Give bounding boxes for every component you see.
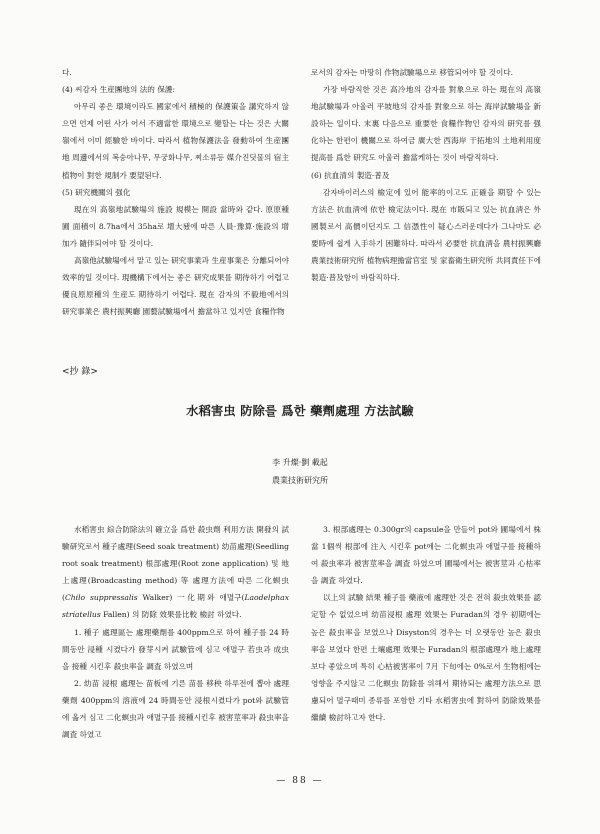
abstract-paragraph	[62, 521, 289, 624]
section-heading: (4) 씨감자 生産團地의 法的 保護:	[62, 85, 176, 95]
page-number: — 88 —	[276, 776, 324, 786]
authors: 李 升燦·劉 載起	[272, 458, 328, 467]
paragraph: 現在의 高嶺地試驗場의 施設 規模는 開設 當時와 같다. 原原種圃 面積이 8.7ha에서 35ha로 增大됐에 따른 人員·豫算·施設의 增加가 隨伴되어야 할 것이다.	[62, 204, 289, 248]
species-name: Chilo suppressalis	[64, 593, 138, 603]
section-heading: (6) 抗血清의 製造·普及	[311, 170, 390, 180]
bottom-left-column	[62, 521, 289, 743]
bottom-right-column	[311, 521, 541, 726]
abstract-paragraph: 以上의 試驗 結果 種子를 藥液에 處理한 것은 전혀 殺虫效果를 認定할 수 없었으며 幼苗浸根 處理 效果는 Furadan의 경우 初期에는 높은 殺虫率을 보였으나 Disyston의 경우는 더 오랫동안 높은 殺虫率을 보였다 한편 土壤處理 效果는 Furadan의 根部處理가 地上處理 보다 좋았으며 특히 心枯被害率이 7月 下旬에는 0%로서 生物相에는 영향을 주지않고 二化螟虫 防除를 위해서 期待되는 處理方法으로 思慮되어 멸구때미 종류를 포함한 기타 水稻害虫에 對하여 防除效果를 繼續 檢討하고자 한다.	[311, 593, 541, 723]
paragraph: 다.	[62, 68, 72, 77]
excerpt-label: <抄 錄>	[62, 367, 98, 377]
article-title: 水稻害虫 防除를 爲한 藥劑處理 方法試驗	[186, 404, 414, 418]
affiliation: 農業技術研究所	[272, 476, 328, 485]
paragraph: 로서의 감자는 마땅히 作物試驗場으로 移管되어야 할 것이다.	[311, 68, 514, 77]
species-name: Laodelphax striatellus	[62, 593, 289, 620]
section-heading: (5) 研究機關의 强化	[62, 187, 131, 197]
text: Fallen) 의 防除 效果를比較 檢討 하였다.	[100, 610, 242, 620]
text: Walker) 一化期와 애멸구(	[137, 593, 245, 603]
paragraph: 아무리 좋은 環境이라도 國家에서 積極的 保護策을 講究하지 않으면 언제 어떤 사가 어서 不適當한 環境으로 變할는 다는 것은 大關嶺에서 이미 經驗한 바이다. 따라서 植物保護法을 發動하여 生産團地 周邊에서의 복숭아나무, 무궁화나무, 찌소류등 媒介진딧물의 宿主植物이 對한 規制가 要望된다.	[62, 102, 289, 180]
paragraph: 감자바이러스의 檢定에 있어 能率的이고도 正確을 期할 수 있는 方法은 抗血淸에 依한 檢定法이다. 現在 市販되고 있는 抗血淸은 外國製로서 高價이던지도 그 信憑性이 疑心스러운데다가 그나마도 必要時에 쉽게 入手하기 困難하다. 따라서 必要한 抗血淸을 農村振興廳 農業技術研究所 植物病理擔當官室 및 家畜衛生研究所 共同責任下에 製造·普及함이 바람직하다.	[311, 187, 541, 283]
paragraph: 高嶺他試驗場에서 맡고 있는 研究事業과 生産事業은 分離되어야 效率的일 것이다. 現機構下에서는 좋은 研究成果를 期待하기 어렵고 優良原原種의 生産도 期待하기 어렵다. 現在 감자의 不毅地에서의 研究事業은 農村振興廳 園藝試驗場에서 擔當하고 있지만 食糧作物	[62, 256, 289, 317]
abstract-paragraph: 2. 幼苗 浸根 處理는 苗板에 기른 苗를 移秧 하루전에 뽑아 處理藥劑 400ppm의 溶液에 24 時間동안 浸根시켰다가 pot와 試驗管에 옮겨 심고 二化螟虫과 애멸구를 接種시킨후 被害莖率과 殺虫率을 調査 하였고	[62, 678, 289, 740]
paragraph: 가장 바람직한 것은 高冷地의 감자를 對象으로 하는 現在의 高嶺地試驗場과 아울러 平坡地의 감자를 對象으로 하는 海岸試驗場을 新設하는 일이다. 末裏 다음으로 重要한 食糧作物인 감자의 研究를 强化하는 한편이 機關으로 하여금 廣大한 西海岸 干拓地의 土地利用度 提高를 爲한 研究도 아울러 擔當케하는 것이 바람직하다.	[311, 85, 541, 163]
top-left-column	[62, 64, 289, 320]
top-right-column	[311, 64, 541, 286]
abstract-paragraph: 1. 種子 處理區는 處理藥劑를 400ppm으로 하여 種子를 24 時間동안 浸種 시켰다가 發芽시켜 試驗管에 심고 애멸구 若虫과 成虫을 接種 시킨후 殺虫率을 調査 하였으며	[62, 627, 289, 671]
abstract-paragraph: 3. 根部處理는 0.300gr의 capsule을 만들어 pot와 圃場에서 株當 1個씩 根部에 注入 시킨후 pot에는 二化螟虫과 애멸구를 接種하여 殺虫率과 被害莖率을 調査 하였으며 圃場에서는 被害莖과 心枯率을 調査 하였다.	[311, 525, 541, 586]
text: 水稻害虫 綜合防除法의 確立을 爲한 殺虫劑 利用方法 開發의 試驗研究로서 種子處理(Seed soak treatment) 幼苗處理(Seedling root soak treatment) 根部處理(Root zone application) 및 地上處理(Broadcasting method) 等 處理方法에 따른 二化螟虫(	[62, 525, 289, 603]
